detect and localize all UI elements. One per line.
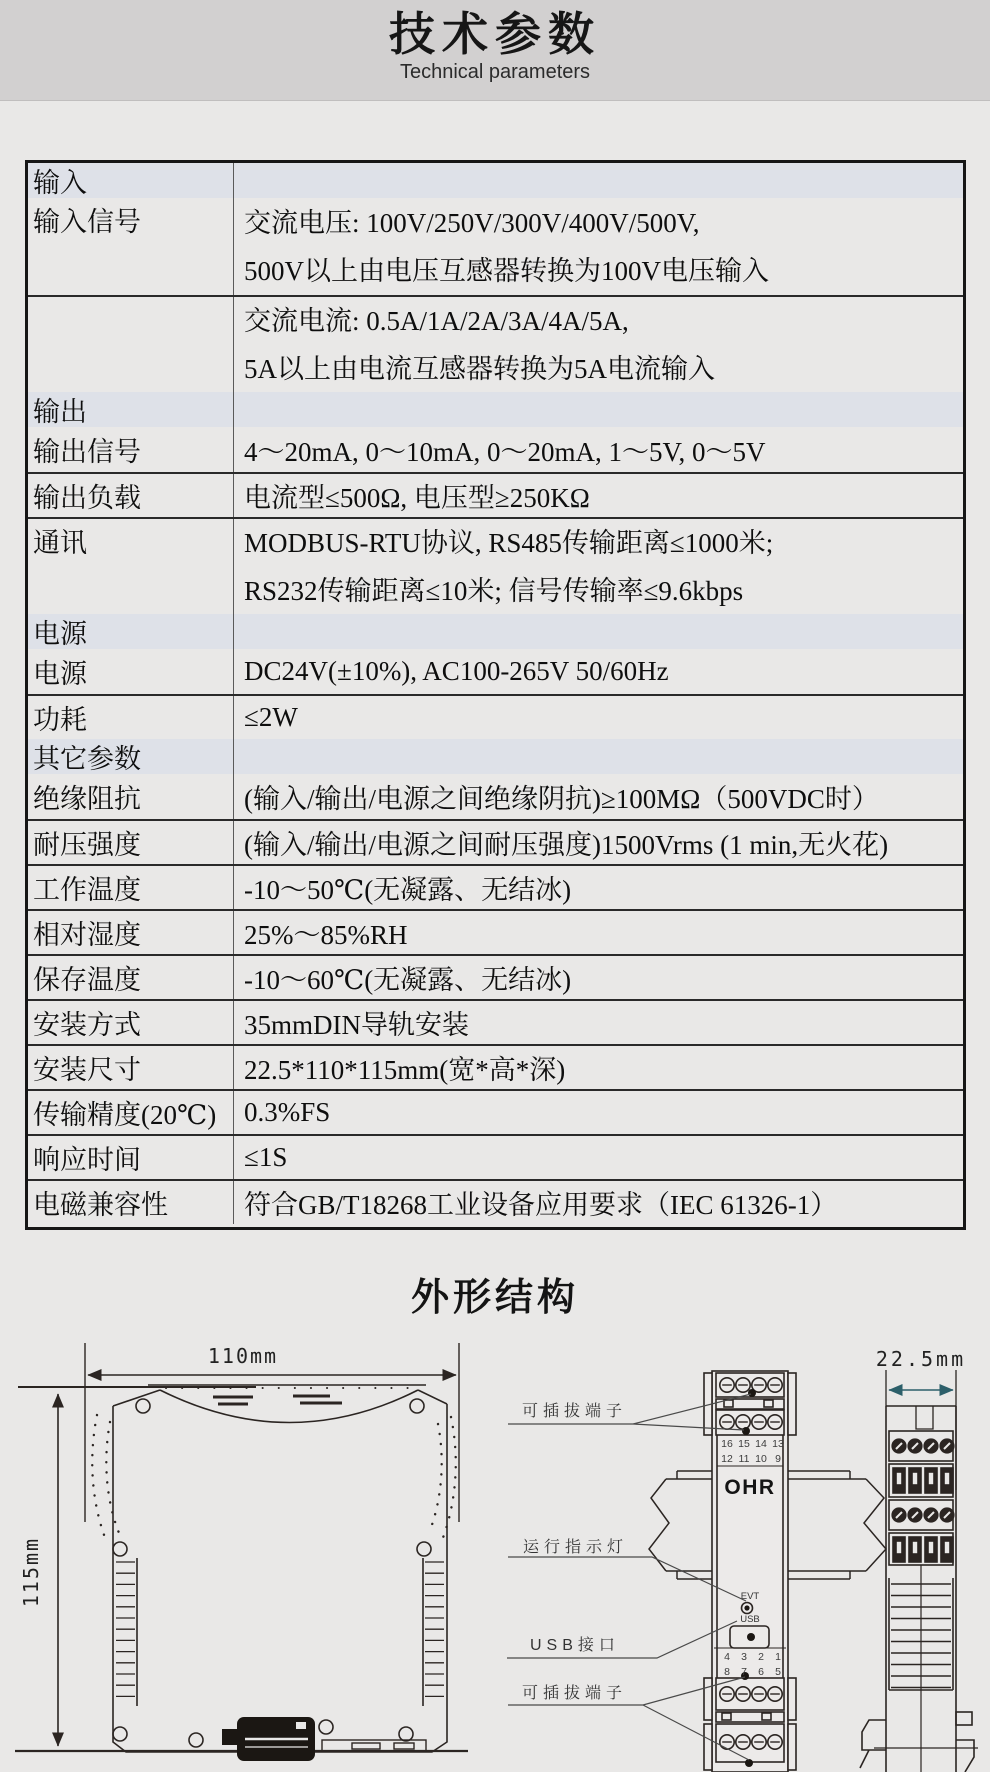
section-row <box>28 163 963 198</box>
value-line: -10～50℃(无凝露、无结冰) <box>244 875 572 905</box>
row-value <box>234 614 963 649</box>
ohr-logo: OHR <box>724 1476 776 1499</box>
row-label <box>28 297 234 392</box>
table-row <box>28 864 963 909</box>
row-value <box>234 519 963 614</box>
terminal-number: 2 <box>758 1651 764 1663</box>
row-value <box>234 474 963 517</box>
value-line: ≤2W <box>244 702 298 732</box>
row-label: 输出信号 <box>28 427 234 472</box>
top-concave-arc <box>160 1390 418 1423</box>
top-vent-slits <box>213 1396 342 1404</box>
mount-foot <box>322 1740 426 1751</box>
row-label: 绝缘阻抗 <box>28 774 234 819</box>
dim-22-5mm-label: 22.5mm <box>875 1347 967 1371</box>
section-row <box>28 614 963 649</box>
value-line: 交流电流: 0.5A/1A/2A/3A/4A/5A, <box>244 305 629 336</box>
value-line: 交流电压: 100V/250V/300V/400V/500V, <box>244 207 700 238</box>
row-label: 通讯 <box>28 519 234 614</box>
value-line: 0.3%FS <box>244 1097 331 1127</box>
terminal-number: 16 <box>721 1438 733 1450</box>
row-value <box>234 392 963 427</box>
row-label: 功耗 <box>28 696 234 739</box>
table-row <box>28 472 963 517</box>
row-label: 输入 <box>28 163 234 198</box>
value-line: RS232传输距离≤10米; 信号传输率≤9.6kbps <box>244 575 744 606</box>
value-line: 符合GB/T18268工业设备应用要求（IEC 61326-1） <box>244 1190 838 1220</box>
row-value <box>234 649 963 694</box>
callout-usb-port: USB接口 <box>530 1637 620 1654</box>
module-outline <box>113 1385 447 1752</box>
table-row <box>28 694 963 739</box>
value-line: (输入/输出/电源之间耐压强度)1500Vrms (1 min,无火花) <box>244 830 889 860</box>
terminal-number: 7 <box>741 1666 747 1678</box>
terminal-number: 10 <box>755 1453 767 1465</box>
terminal-number: 8 <box>724 1666 730 1678</box>
row-label: 保存温度 <box>28 956 234 999</box>
dim-110mm-label: 110mm <box>207 1344 279 1368</box>
row-value <box>234 821 963 864</box>
terminal-number: 5 <box>775 1666 781 1678</box>
row-label: 安装尺寸 <box>28 1046 234 1089</box>
din-hook-left <box>860 1720 886 1768</box>
terminal-number: 14 <box>755 1438 767 1450</box>
row-label: 输出负载 <box>28 474 234 517</box>
table-row <box>28 295 963 392</box>
table-row <box>28 774 963 819</box>
outline-title: 外形结构 <box>410 1277 579 1319</box>
value-line: 22.5*110*115mm(宽*高*深) <box>244 1055 566 1085</box>
table-row <box>28 1134 963 1179</box>
table-row <box>28 198 963 295</box>
value-line: 5A以上由电流互感器转换为5A电流输入 <box>244 353 715 384</box>
title-band <box>0 0 990 101</box>
row-value <box>234 956 963 999</box>
row-value <box>234 696 963 739</box>
row-value <box>234 774 963 819</box>
row-label: 电源 <box>28 614 234 649</box>
table-row <box>28 1179 963 1224</box>
row-value <box>234 1091 963 1134</box>
value-line: (输入/输出/电源之间绝缘阴抗)≥100MΩ（500VDC时） <box>244 784 879 814</box>
row-value <box>234 1136 963 1179</box>
terminal-number: 1 <box>775 1651 781 1663</box>
table-row <box>28 1089 963 1134</box>
terminal-number: 9 <box>775 1453 781 1465</box>
table-row <box>28 954 963 999</box>
row-label: 耐压强度 <box>28 821 234 864</box>
side-outline-drawing <box>15 1343 468 1761</box>
table-row <box>28 1044 963 1089</box>
row-label: 输出 <box>28 392 234 427</box>
row-label: 其它参数 <box>28 739 234 774</box>
vent-rungs <box>116 1562 444 1696</box>
callout-run-indicator: 运行指示灯 <box>523 1539 629 1556</box>
value-line: 500V以上由电压互感器转换为100V电压输入 <box>244 255 769 286</box>
usb-label: USB <box>740 1614 760 1625</box>
din-hook-right <box>956 1712 972 1725</box>
value-line: ≤1S <box>244 1142 288 1172</box>
value-line: 25%～85%RH <box>244 920 408 950</box>
value-line: 电流型≤500Ω, 电压型≥250KΩ <box>244 483 590 513</box>
section-row <box>28 392 963 427</box>
row-value <box>234 1046 963 1089</box>
terminal-number: 6 <box>758 1666 764 1678</box>
table-row <box>28 909 963 954</box>
case-screws <box>113 1399 431 1747</box>
row-value <box>234 427 963 472</box>
row-value <box>234 1001 963 1044</box>
din-latch <box>222 1717 315 1761</box>
value-line: 4～20mA, 0～10mA, 0～20mA, 1～5V, 0～5V <box>244 437 766 467</box>
row-label: 响应时间 <box>28 1136 234 1179</box>
row-label: 传输精度(20℃) <box>28 1091 234 1134</box>
outline-structure-drawing <box>0 1335 990 1772</box>
row-value <box>234 198 963 295</box>
row-label: 工作温度 <box>28 866 234 909</box>
terminal-number: 11 <box>738 1453 750 1465</box>
dim-115mm-label: 115mm <box>19 1536 43 1608</box>
callout-pluggable-terminal-bottom: 可插拔端子 <box>522 1685 628 1702</box>
callout-pluggable-terminal-top: 可插拔端子 <box>522 1403 628 1420</box>
row-value <box>234 297 963 392</box>
value-line: MODBUS-RTU协议, RS485传输距离≤1000米; <box>244 527 774 558</box>
evt-label: EVT <box>740 1591 760 1602</box>
row-value <box>234 911 963 954</box>
value-line: DC24V(±10%), AC100-265V 50/60Hz <box>244 656 669 686</box>
row-value <box>234 866 963 909</box>
table-row <box>28 819 963 864</box>
terminal-number: 3 <box>741 1651 747 1663</box>
terminal-number: 13 <box>772 1438 784 1450</box>
value-line: 35mmDIN导轨安装 <box>244 1010 469 1040</box>
row-label: 输入信号 <box>28 198 234 295</box>
terminal-number: 4 <box>724 1651 730 1663</box>
row-label: 电源 <box>28 649 234 694</box>
row-label: 相对湿度 <box>28 911 234 954</box>
section-row <box>28 739 963 774</box>
row-label: 电磁兼容性 <box>28 1181 234 1224</box>
page-title: 技术参数 <box>389 8 601 60</box>
table-row <box>28 517 963 614</box>
table-row <box>28 427 963 472</box>
row-value <box>234 163 963 198</box>
row-value <box>234 739 963 774</box>
front-view <box>704 1371 796 1772</box>
terminal-number: 15 <box>738 1438 750 1450</box>
spec-table <box>25 160 966 1230</box>
value-line: -10～60℃(无凝露、无结冰) <box>244 965 572 995</box>
row-value <box>234 1181 963 1224</box>
top-view-drawing <box>860 1370 978 1772</box>
table-row <box>28 649 963 694</box>
page-subtitle: Technical parameters <box>399 61 591 83</box>
row-label: 安装方式 <box>28 1001 234 1044</box>
terminal-number: 12 <box>721 1453 733 1465</box>
table-row <box>28 999 963 1044</box>
